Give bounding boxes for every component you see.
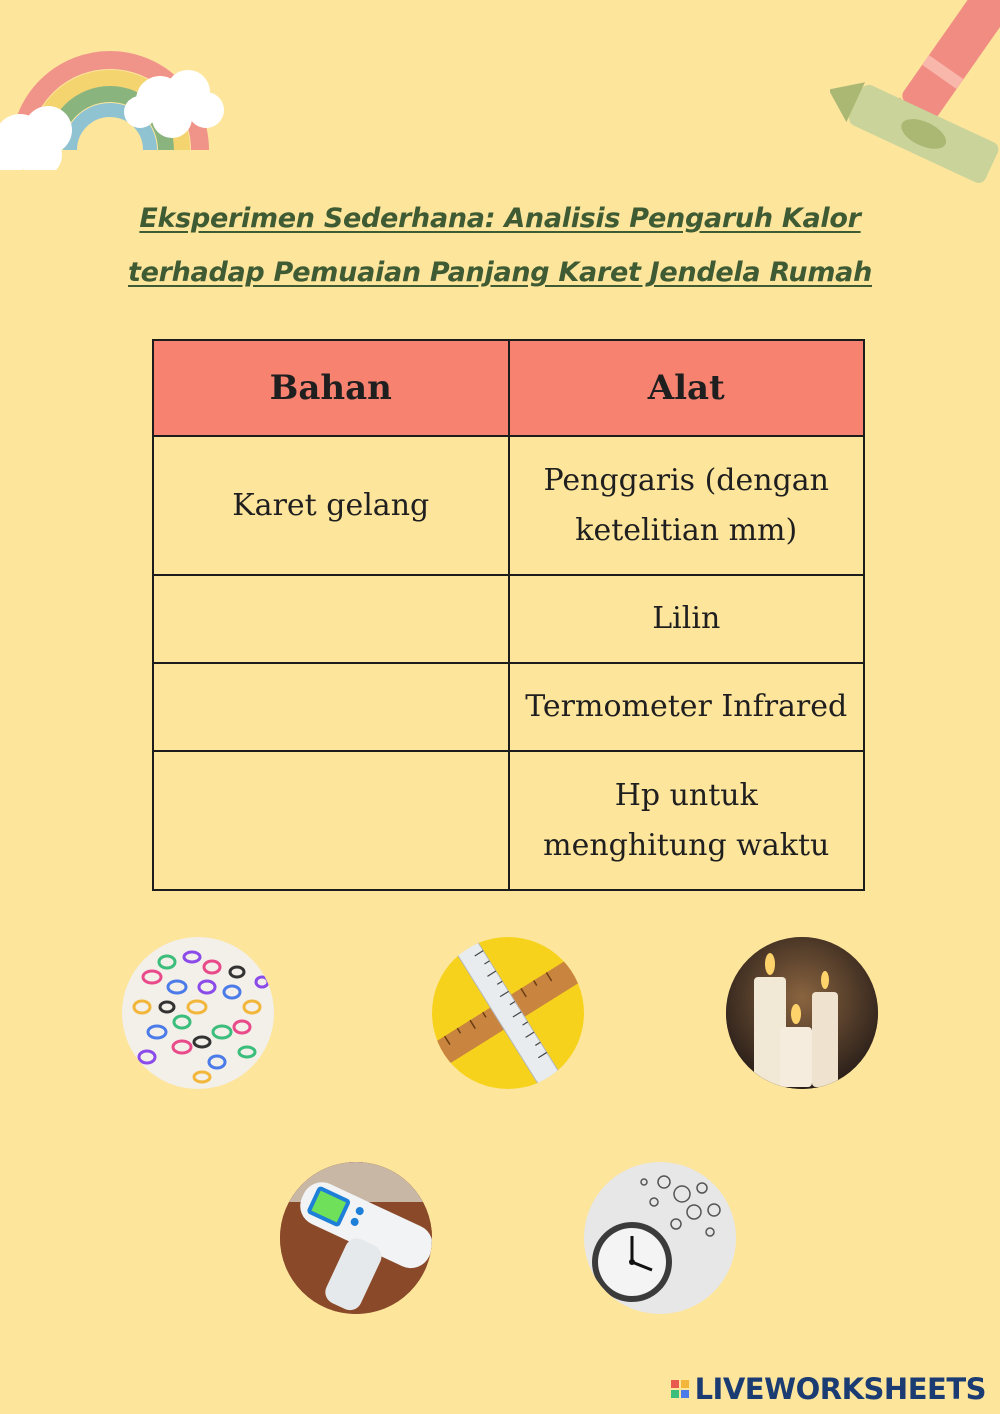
brand-logo: [671, 1372, 986, 1406]
bahan-cell[interactable]: [153, 663, 509, 751]
alat-cell: Lilin: [509, 575, 865, 663]
bahan-cell[interactable]: [153, 751, 509, 890]
bahan-cell: Karet gelang: [153, 436, 509, 575]
alat-cell: Penggaris (dengan ketelitian mm): [509, 436, 865, 575]
bahan-cell[interactable]: [153, 575, 509, 663]
table-header-row: [153, 340, 864, 436]
page-title: [100, 192, 900, 300]
alat-cell: Termometer Infrared: [509, 663, 865, 751]
table-row: [153, 575, 864, 663]
clock-image[interactable]: [584, 1162, 736, 1314]
rubber-bands-image[interactable]: [122, 937, 274, 1089]
alat-cell: Hp untuk menghitung waktu: [509, 751, 865, 890]
ruler-image[interactable]: [432, 937, 584, 1089]
infrared-thermometer-image[interactable]: [280, 1162, 432, 1314]
candles-image[interactable]: [726, 937, 878, 1089]
logo-icon: [671, 1380, 689, 1398]
rainbow-icon: [0, 0, 230, 170]
header-alat: Alat: [509, 340, 865, 436]
table-row: [153, 663, 864, 751]
materials-table: [152, 339, 865, 891]
brand-label: LIVEWORKSHEETS: [694, 1372, 986, 1406]
table-row: [153, 436, 864, 575]
crayons-icon: [830, 0, 1000, 200]
header-bahan: Bahan: [153, 340, 509, 436]
title-line-2: terhadap Pemuaian Panjang Karet Jendela Rumah: [127, 257, 872, 288]
table-row: [153, 751, 864, 890]
title-line-1: Eksperimen Sederhana: Analisis Pengaruh Kalor: [139, 203, 861, 234]
